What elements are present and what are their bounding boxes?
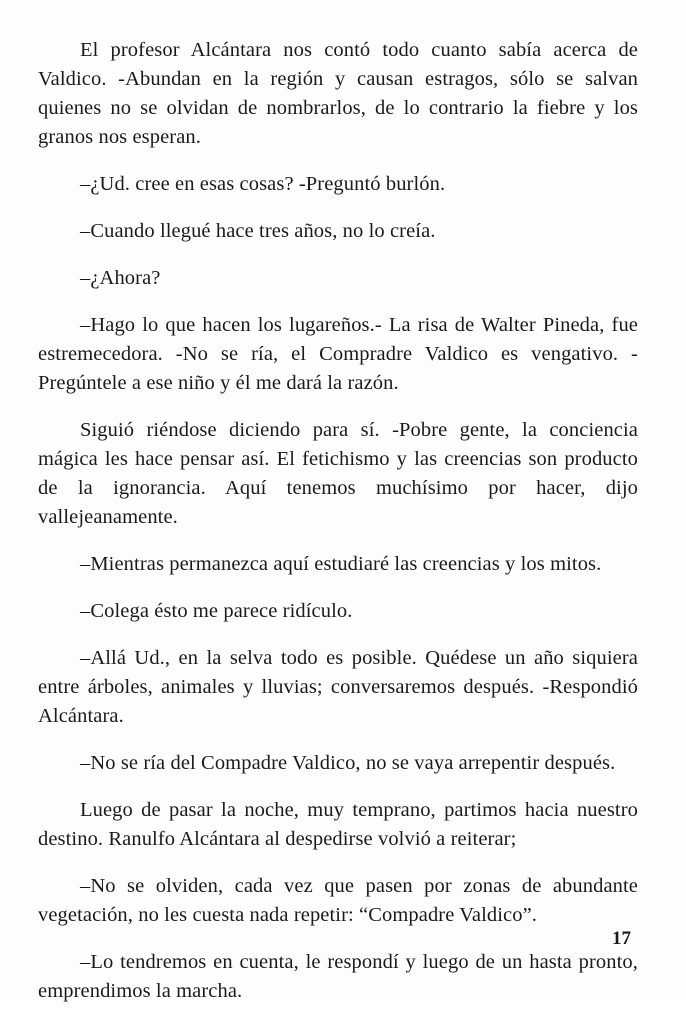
paragraph: El profesor Alcántara nos contó todo cuanto sabía acerca de Valdico. -Abundan en la región y causan estragos, sólo se salvan quienes no se olvidan de nombrarlos, de lo contrario la fiebre y los granos nos esperan.: [38, 39, 638, 148]
paragraph: –Mientras permanezca aquí estudiaré las creencias y los mitos.: [80, 553, 602, 575]
paragraph: Siguió riéndose diciendo para sí. -Pobre gente, la conciencia mágica les hace pensar así. El fetichismo y las creencias son producto de la ignorancia. Aquí tenemos muchísimo por hacer, dijo vallejeanamente.: [38, 419, 638, 528]
body-text: [38, 36, 638, 1024]
page-number: 17: [612, 928, 631, 949]
paragraph: –Colega ésto me parece ridículo.: [80, 600, 353, 622]
paragraph: –Allá Ud., en la selva todo es posible. Quédese un año siquiera entre árboles, animales y lluvias; conversaremos después. -Respondió Alcántara.: [38, 647, 638, 727]
paragraph: –No se olviden, cada vez que pasen por zonas de abundante vegetación, no les cuesta nada repetir: “Compadre Valdico”.: [38, 875, 638, 926]
paragraph: –Lo tendremos en cuenta, le respondí y luego de un hasta pronto, emprendimos la marcha.: [38, 951, 638, 1002]
paragraph: –¿Ahora?: [80, 267, 161, 289]
paragraph: Luego de pasar la noche, muy temprano, partimos hacia nuestro destino. Ranulfo Alcántara al despedirse volvió a reiterar;: [38, 799, 638, 850]
paragraph: –¿Ud. cree en esas cosas? -Preguntó burlón.: [80, 173, 446, 195]
paragraph: –Hago lo que hacen los lugareños.- La risa de Walter Pineda, fue estremecedora. -No se ría, el Compradre Valdico es vengativo. -Pregúntele a ese niño y él me dará la razón.: [38, 314, 638, 394]
paragraph: –No se ría del Compadre Valdico, no se vaya arrepentir después.: [80, 752, 616, 774]
paragraph: –Cuando llegué hace tres años, no lo creía.: [80, 220, 436, 242]
